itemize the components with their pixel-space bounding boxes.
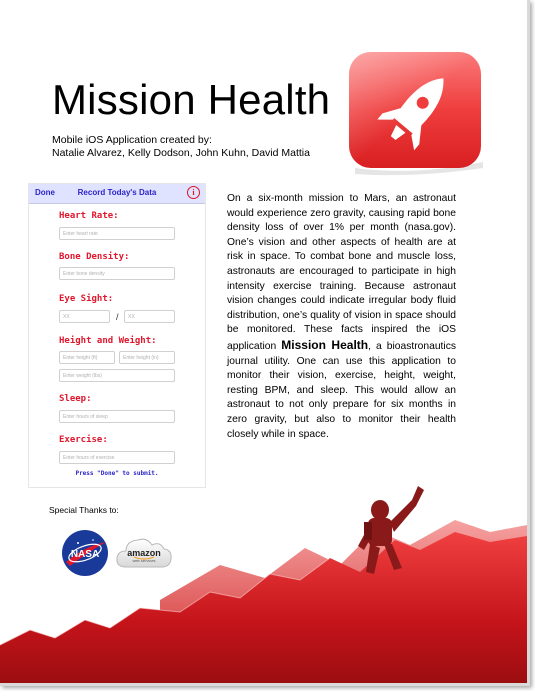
body-text-part-2: , a bioastronautics journal utility. One can use this application to monitor their vision, exercise, height, weight, resting BPM, and sleep. This would allow an astronaut to not only prepare for six months in zero gravity, but also to monitor their health closely while in space. bbox=[227, 340, 456, 440]
heart-rate-input[interactable]: Enter heart rate bbox=[59, 227, 175, 240]
nav-bar bbox=[29, 184, 205, 204]
heart-rate-label: Heart Rate: bbox=[59, 211, 119, 221]
exercise-input[interactable]: Enter hours of exercise bbox=[59, 451, 175, 464]
exercise-label: Exercise: bbox=[59, 435, 108, 445]
sleep-input[interactable]: Enter hours of sleep bbox=[59, 410, 175, 423]
poster-title: Mission Health bbox=[52, 76, 331, 123]
nasa-logo bbox=[60, 528, 110, 578]
credit-line-1: Mobile iOS Application created by: bbox=[52, 134, 212, 146]
eye-right-input[interactable]: XX bbox=[124, 310, 175, 323]
aws-logo-subtext: web services bbox=[132, 558, 156, 563]
credits bbox=[52, 134, 310, 160]
weight-input[interactable]: Enter weight (lbs) bbox=[59, 369, 175, 382]
body-text-part-1: On a six-month mission to Mars, an astronaut would experience zero gravity, causing rapid bone density loss of over 1% per month (nasa.gov). One’s vision and other aspects of health are at risk in space. To combat bone and muscle loss, astronauts are encouraged to participate in high intensity exercise training. Because astronaut vision changes could indicate irregular body fluid distribution, one’s quality of vision in space should be monitored. These facts inspired the iOS application bbox=[227, 193, 456, 352]
app-screenshot bbox=[28, 183, 206, 488]
nav-title: Record Today's Data bbox=[77, 188, 157, 197]
nasa-logo-text: NASA bbox=[70, 549, 100, 560]
height-in-input[interactable]: Enter height (in) bbox=[119, 351, 175, 364]
body-app-name: Mission Health bbox=[281, 337, 369, 352]
credit-line-2: Natalie Alvarez, Kelly Dodson, John Kuhn, David Mattia bbox=[52, 147, 310, 159]
special-thanks-label: Special Thanks to: bbox=[49, 505, 119, 515]
bone-density-label: Bone Density: bbox=[59, 252, 130, 262]
eye-separator: / bbox=[116, 312, 119, 322]
submit-hint: Press "Done" to submit. bbox=[75, 470, 159, 477]
aws-logo bbox=[114, 533, 174, 573]
info-icon[interactable]: i bbox=[187, 186, 200, 199]
eye-left-input[interactable]: XX bbox=[59, 310, 110, 323]
bone-density-input[interactable]: Enter bone density bbox=[59, 267, 175, 280]
sleep-label: Sleep: bbox=[59, 394, 92, 404]
rocket-icon bbox=[345, 50, 485, 176]
body-paragraph bbox=[227, 192, 456, 442]
done-button[interactable]: Done bbox=[35, 188, 55, 197]
height-ft-input[interactable]: Enter height (ft) bbox=[59, 351, 115, 364]
aws-logo-text: amazon bbox=[127, 548, 161, 558]
eye-sight-label: Eye Sight: bbox=[59, 294, 114, 304]
height-weight-label: Height and Weight: bbox=[59, 336, 157, 346]
